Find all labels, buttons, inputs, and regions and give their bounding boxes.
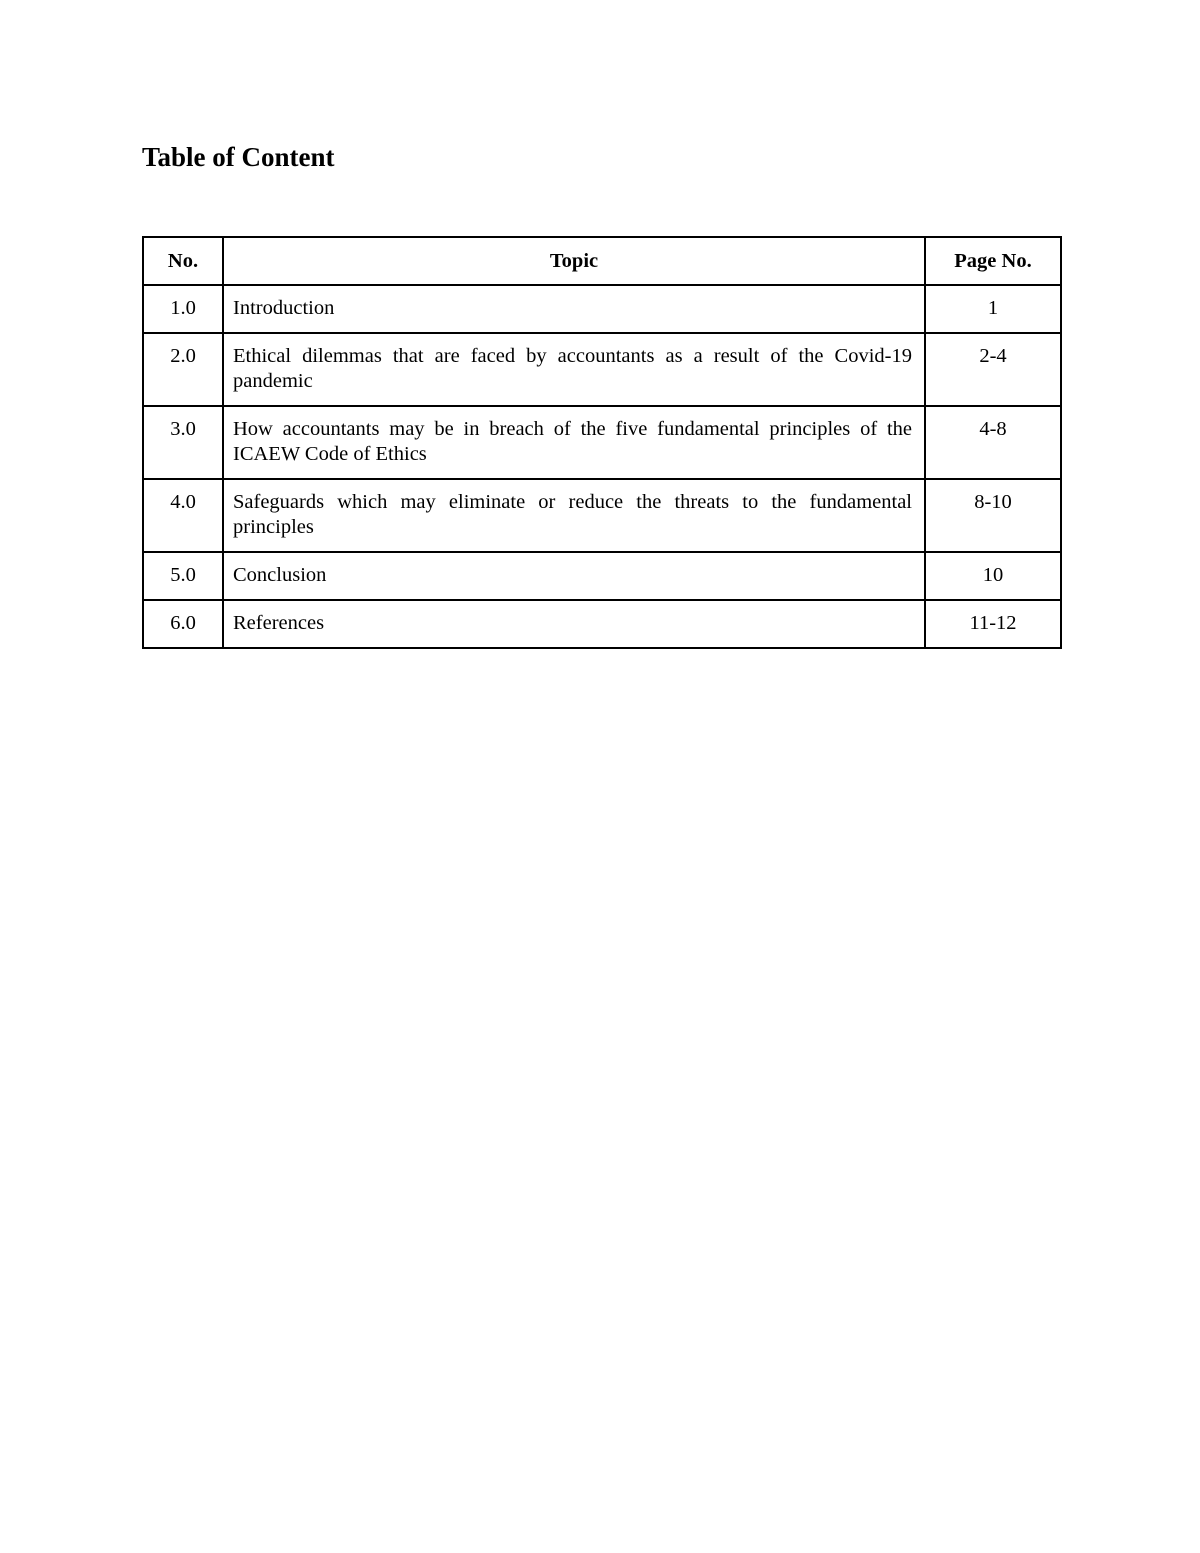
row-number: 2.0 bbox=[143, 333, 223, 406]
row-number: 6.0 bbox=[143, 600, 223, 648]
row-page: 2-4 bbox=[925, 333, 1061, 406]
row-topic: References bbox=[223, 600, 925, 648]
table-header-row bbox=[143, 237, 1061, 285]
page-title: Table of Content bbox=[142, 142, 335, 172]
row-topic: How accountants may be in breach of the five fundamental principles of the ICAEW Code of Ethics bbox=[223, 406, 925, 479]
table-row bbox=[143, 600, 1061, 648]
table-of-contents bbox=[142, 236, 1062, 649]
header-topic: Topic bbox=[223, 237, 925, 285]
row-page: 8-10 bbox=[925, 479, 1061, 552]
row-topic: Safeguards which may eliminate or reduce the threats to the fundamental principles bbox=[223, 479, 925, 552]
table-row bbox=[143, 285, 1061, 333]
row-number: 5.0 bbox=[143, 552, 223, 600]
row-page: 10 bbox=[925, 552, 1061, 600]
table-row bbox=[143, 333, 1061, 406]
row-page: 11-12 bbox=[925, 600, 1061, 648]
row-number: 1.0 bbox=[143, 285, 223, 333]
row-page: 4-8 bbox=[925, 406, 1061, 479]
row-topic: Ethical dilemmas that are faced by accountants as a result of the Covid-19 pandemic bbox=[223, 333, 925, 406]
table-row bbox=[143, 406, 1061, 479]
table-row bbox=[143, 479, 1061, 552]
row-number: 3.0 bbox=[143, 406, 223, 479]
header-page-no: Page No. bbox=[925, 237, 1061, 285]
row-page: 1 bbox=[925, 285, 1061, 333]
header-no: No. bbox=[143, 237, 223, 285]
row-topic: Introduction bbox=[223, 285, 925, 333]
table-row bbox=[143, 552, 1061, 600]
row-topic: Conclusion bbox=[223, 552, 925, 600]
row-number: 4.0 bbox=[143, 479, 223, 552]
